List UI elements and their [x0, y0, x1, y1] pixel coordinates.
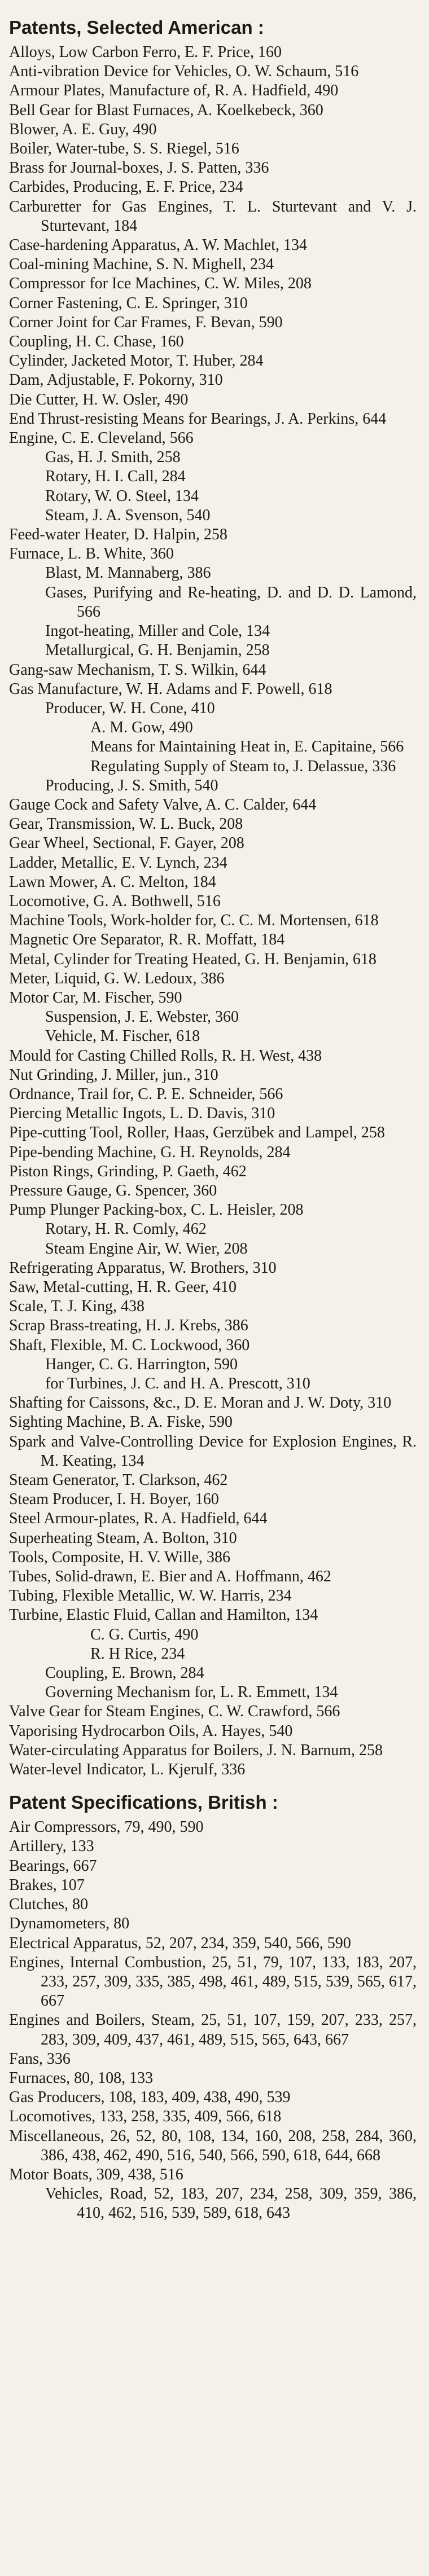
patent-entry: Steel Armour-plates, R. A. Hadfield, 644: [9, 1510, 268, 1528]
patent-entry: Steam, J. A. Svenson, 540: [45, 506, 211, 524]
patent-entry: Ladder, Metallic, E. V. Lynch, 234: [9, 854, 227, 872]
patent-entry: Alloys, Low Carbon Ferro, E. F. Price, 160: [9, 43, 282, 61]
specification-entry: Bearings, 667: [9, 1857, 97, 1875]
specification-entry: Air Compressors, 79, 490, 590: [9, 1818, 204, 1836]
patent-entry: Pipe-cutting Tool, Roller, Haas, Gerzübek and Lampel, 258: [9, 1124, 385, 1142]
patent-entry: Gear, Transmission, W. L. Buck, 208: [9, 815, 243, 833]
patent-entry: Water-level Indicator, L. Kjerulf, 336: [9, 1761, 246, 1779]
patent-entry: Ordnance, Trail for, C. P. E. Schneider, 566: [9, 1085, 283, 1103]
patent-entry: Means for Maintaining Heat in, E. Capitaine, 566: [90, 738, 404, 756]
patent-entry: Rotary, H. R. Comly, 462: [45, 1220, 207, 1238]
patent-entry: Producer, W. H. Cone, 410: [45, 699, 215, 717]
patent-entry: Engine, C. E. Cleveland, 566: [9, 429, 194, 447]
patent-entry: Magnetic Ore Separator, R. R. Moffatt, 184: [9, 931, 285, 949]
specification-entry: Miscellaneous, 26, 52, 80, 108, 134, 160, 208, 258, 284, 360, 386, 438, 462, 490, 516, 540, 566, 590, 618, 644, 668: [9, 2127, 417, 2164]
patent-entry: Locomotive, G. A. Bothwell, 516: [9, 892, 221, 910]
patent-entry: A. M. Gow, 490: [90, 719, 193, 737]
patent-entry: Shaft, Flexible, M. C. Lockwood, 360: [9, 1336, 250, 1354]
patent-entry: Scale, T. J. King, 438: [9, 1298, 145, 1316]
patent-entry: Anti-vibration Device for Vehicles, O. W. Schaum, 516: [9, 63, 359, 81]
patent-entry: Steam Engine Air, W. Wier, 208: [45, 1239, 248, 1258]
specification-entry: Gas Producers, 108, 183, 409, 438, 490, 539: [9, 2089, 291, 2107]
patent-entry: Furnace, L. B. White, 360: [9, 545, 174, 563]
section-gap: [9, 1779, 417, 1790]
patent-entry: Tools, Composite, H. V. Wille, 386: [9, 1548, 231, 1566]
patent-entry: Steam Producer, I. H. Boyer, 160: [9, 1491, 219, 1509]
patent-entry: Carburetter for Gas Engines, T. L. Sturtevant and V. J. Sturtevant, 184: [9, 197, 417, 235]
patent-entry: Lawn Mower, A. C. Melton, 184: [9, 873, 216, 891]
patent-entry: Suspension, J. E. Webster, 360: [45, 1008, 239, 1026]
patent-entry: Tubing, Flexible Metallic, W. W. Harris, 234: [9, 1587, 292, 1605]
section-heading-american-patents: Patents, Selected American :: [9, 17, 264, 38]
patent-entry: Producing, J. S. Smith, 540: [45, 776, 218, 794]
section-heading-british-specifications: Patent Specifications, British :: [9, 1792, 278, 1813]
patent-entry: Gas, H. J. Smith, 258: [45, 449, 181, 467]
patent-entry: Sighting Machine, B. A. Fiske, 590: [9, 1413, 233, 1431]
patent-entry: Boiler, Water-tube, S. S. Riegel, 516: [9, 140, 239, 158]
patent-entry: Vaporising Hydrocarbon Oils, A. Hayes, 540: [9, 1722, 293, 1740]
patent-entry: Corner Fastening, C. E. Springer, 310: [9, 294, 248, 312]
patent-entry: Armour Plates, Manufacture of, R. A. Hadfield, 490: [9, 82, 339, 100]
specification-entry: Furnaces, 80, 108, 133: [9, 2069, 154, 2087]
patent-entry: Turbine, Elastic Fluid, Callan and Hamilton, 134: [9, 1606, 318, 1624]
british-specifications-list: [9, 1818, 417, 2223]
specification-entry: Fans, 336: [9, 2050, 71, 2068]
patent-entry: Ingot-heating, Miller and Cole, 134: [45, 622, 270, 640]
patent-entry: Cylinder, Jacketed Motor, T. Huber, 284: [9, 352, 264, 370]
american-patents-list: [9, 43, 417, 1779]
patent-entry: Metal, Cylinder for Treating Heated, G. H. Benjamin, 618: [9, 950, 377, 968]
patent-entry: Governing Mechanism for, L. R. Emmett, 134: [45, 1683, 338, 1702]
patent-entry: Gear Wheel, Sectional, F. Gayer, 208: [9, 834, 244, 852]
patent-entry: Superheating Steam, A. Bolton, 310: [9, 1529, 237, 1547]
patent-entry: Vehicle, M. Fischer, 618: [45, 1027, 200, 1045]
patent-entry: End Thrust-resisting Means for Bearings, J. A. Perkins, 644: [9, 410, 387, 428]
specification-entry: Engines and Boilers, Steam, 25, 51, 107, 159, 207, 233, 257, 283, 309, 409, 437, 461, 489, 515, 565, 643, 667: [9, 2011, 417, 2049]
patent-entry: Die Cutter, H. W. Osler, 490: [9, 390, 189, 408]
patent-entry: Gauge Cock and Safety Valve, A. C. Calder, 644: [9, 795, 317, 814]
patent-entry: Dam, Adjustable, F. Pokorny, 310: [9, 371, 223, 389]
patent-entry: Coupling, H. C. Chase, 160: [9, 333, 184, 351]
specification-entry: Dynamometers, 80: [9, 1915, 130, 1933]
patent-entry: Motor Car, M. Fischer, 590: [9, 988, 182, 1006]
patent-entry: Corner Joint for Car Frames, F. Bevan, 590: [9, 313, 283, 331]
patent-entry: Gases, Purifying and Re-heating, D. and D. D. Lamond, 566: [45, 583, 417, 621]
patent-entry: R. H Rice, 234: [90, 1645, 185, 1663]
patent-entry: Pump Plunger Packing-box, C. L. Heisler, 208: [9, 1201, 304, 1219]
specification-entry: Electrical Apparatus, 52, 207, 234, 359, 540, 566, 590: [9, 1934, 351, 1952]
patent-entry: Compressor for Ice Machines, C. W. Miles, 208: [9, 275, 312, 293]
patent-entry: Brass for Journal-boxes, J. S. Patten, 336: [9, 159, 269, 177]
patent-entry: Piercing Metallic Ingots, L. D. Davis, 310: [9, 1105, 275, 1123]
patent-entry: Pressure Gauge, G. Spencer, 360: [9, 1181, 217, 1199]
patent-entry: C. G. Curtis, 490: [90, 1625, 199, 1643]
patent-entry: Rotary, H. I. Call, 284: [45, 468, 186, 486]
patent-entry: Spark and Valve-Controlling Device for Explosion Engines, R. M. Keating, 134: [9, 1432, 417, 1470]
patent-entry: Pipe-bending Machine, G. H. Reynolds, 284: [9, 1143, 291, 1161]
patent-entry: Machine Tools, Work-holder for, C. C. M. Mortensen, 618: [9, 912, 379, 930]
patent-entry: Tubes, Solid-drawn, E. Bier and A. Hoffmann, 462: [9, 1568, 331, 1586]
patent-entry: Water-circulating Apparatus for Boilers, J. N. Barnum, 258: [9, 1741, 383, 1759]
patent-entry: Metallurgical, G. H. Benjamin, 258: [45, 641, 270, 660]
specification-entry: Artillery, 133: [9, 1838, 94, 1856]
patent-entry: Feed-water Heater, D. Halpin, 258: [9, 526, 227, 544]
patent-entry: Steam Generator, T. Clarkson, 462: [9, 1471, 228, 1489]
specification-entry: Motor Boats, 309, 438, 516: [9, 2165, 183, 2183]
patent-entry: Gas Manufacture, W. H. Adams and F. Powell, 618: [9, 680, 332, 698]
patent-entry: Blast, M. Mannaberg, 386: [45, 564, 211, 582]
patent-entry: Nut Grinding, J. Miller, jun., 310: [9, 1066, 218, 1084]
patent-entry: Meter, Liquid, G. W. Ledoux, 386: [9, 969, 225, 987]
specification-entry: Brakes, 107: [9, 1876, 85, 1894]
patent-entry: Piston Rings, Grinding, P. Gaeth, 462: [9, 1162, 247, 1180]
specification-entry: Locomotives, 133, 258, 335, 409, 566, 618: [9, 2108, 282, 2126]
patent-entry: Mould for Casting Chilled Rolls, R. H. West, 438: [9, 1047, 322, 1065]
patent-entry: Blower, A. E. Guy, 490: [9, 120, 157, 138]
patent-entry: Scrap Brass-treating, H. J. Krebs, 386: [9, 1317, 248, 1335]
patent-entry: Saw, Metal-cutting, H. R. Geer, 410: [9, 1278, 237, 1296]
patent-entry: Bell Gear for Blast Furnaces, A. Koelkebeck, 360: [9, 101, 323, 119]
patent-entry: Coupling, E. Brown, 284: [45, 1664, 204, 1682]
patent-entry: Case-hardening Apparatus, A. W. Machlet, 134: [9, 236, 308, 254]
patent-entry: Carbides, Producing, E. F. Price, 234: [9, 178, 243, 196]
patent-entry: Rotary, W. O. Steel, 134: [45, 487, 199, 505]
patent-entry: Refrigerating Apparatus, W. Brothers, 310: [9, 1259, 277, 1277]
specification-entry: Engines, Internal Combustion, 25, 51, 79, 107, 133, 183, 207, 233, 257, 309, 335, 385, 498, 461, 489, 515, 539, 565, 617, 667: [9, 1953, 417, 2010]
specification-entry: Vehicles, Road, 52, 183, 207, 234, 258, 309, 359, 386, 410, 462, 516, 539, 589, 618, 643: [45, 2185, 417, 2222]
specification-entry: Clutches, 80: [9, 1896, 88, 1914]
patent-entry: Valve Gear for Steam Engines, C. W. Crawford, 566: [9, 1703, 340, 1721]
patent-entry: Coal-mining Machine, S. N. Mighell, 234: [9, 256, 274, 274]
patent-entry: for Turbines, J. C. and H. A. Prescott, 310: [45, 1375, 310, 1393]
patent-entry: Regulating Supply of Steam to, J. Delassue, 336: [90, 757, 396, 775]
patent-entry: Hanger, C. G. Harrington, 590: [45, 1355, 238, 1373]
patent-entry: Shafting for Caissons, &c., D. E. Moran and J. W. Doty, 310: [9, 1394, 392, 1412]
patent-entry: Gang-saw Mechanism, T. S. Wilkin, 644: [9, 661, 266, 679]
